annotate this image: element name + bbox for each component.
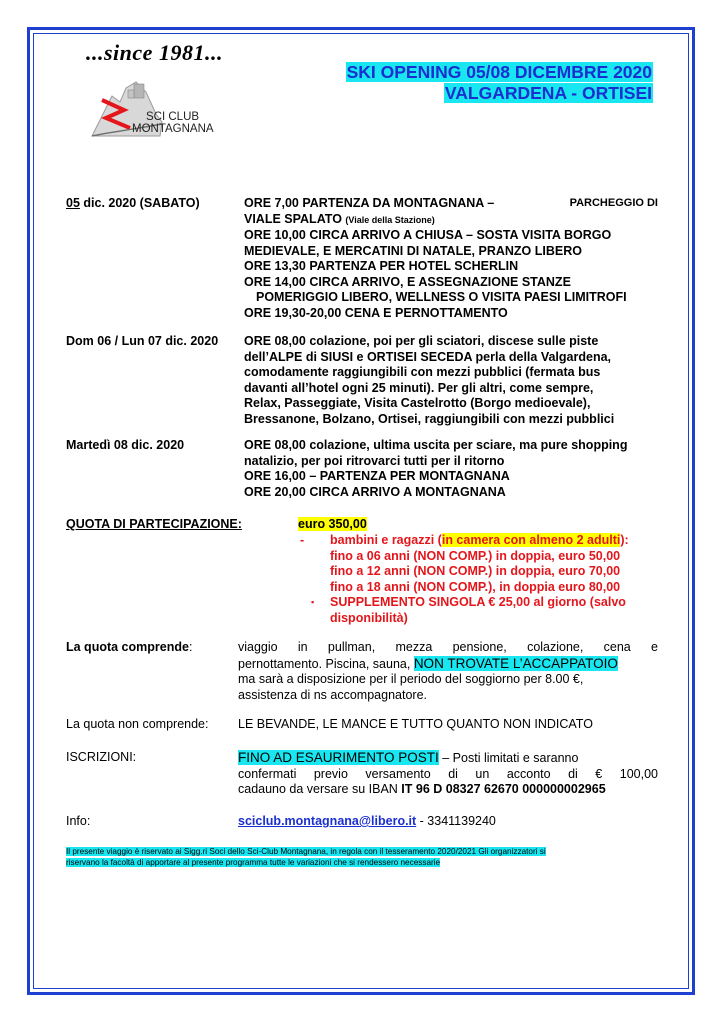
quota-price: euro 350,00 <box>298 517 367 531</box>
info-label: Info: <box>66 814 91 828</box>
title-line1: SKI OPENING 05/08 DICEMBRE 2020 <box>346 62 652 82</box>
title-line2: VALGARDENA - ORTISEI <box>444 83 652 103</box>
day3-label: Martedì 08 dic. 2020 <box>66 438 185 452</box>
quota-bullet-square: ▪ <box>311 597 315 607</box>
day1-label: 05 dic. 2020 (SABATO) <box>66 196 200 210</box>
iscrizioni-label: ISCRIZIONI: <box>66 750 137 764</box>
club-name-line1: SCI CLUB <box>146 111 200 123</box>
page-title <box>346 62 653 104</box>
day2-label: Dom 06 / Lun 07 dic. 2020 <box>66 334 219 348</box>
club-name-line2: MONTAGNANA <box>132 123 214 135</box>
day1-schedule: ORE 7,00 PARTENZA DA MONTAGNANA – PARCHEGGIO DI VIALE SPALATO (Viale della Stazione) ORE 10,00 CIRCA ARRIVO A CHIUSA – SOSTA VISITA BORGO MEDIEVALE, E MERCATINI DI NATALE, PRANZO LIBERO ORE 13,30 PARTENZA PER HOTEL SCHERLIN ORE 14,00 CIRCA ARRIVO, E ASSEGNAZIONE STANZE POMERIGGIO LIBERO, WELLNESS O VISITA PAESI LIMITROFI ORE 19,30-20,00 CENA E PERNOTTAMENTO <box>244 196 658 320</box>
email-link[interactable]: sciclub.montagnana@libero.it <box>238 814 417 828</box>
comprende-text: viaggio in pullman, mezza pensione, colazione, cena e pernottamento. Piscina, sauna, NON TROVATE L’ACCAPPATOIO ma sarà a disposizione per il periodo del soggiorno per 8.00 €, assistenza di ns accompagnatore. <box>238 640 658 702</box>
non-comprende-text: LE BEVANDE, LE MANCE E TUTTO QUANTO NON INDICATO <box>238 717 593 731</box>
comprende-label: La quota comprende: <box>66 640 193 654</box>
info-contact <box>238 814 496 830</box>
non-comprende-label: La quota non comprende: <box>66 717 209 731</box>
club-logo <box>90 78 230 156</box>
footer-note: Il presente viaggio è riservato ai Sigg.ri Soci dello Sci-Club Montagnana, in regola con il tesseramento 2020/2021 Gli organizzatori si riservano la facoltà di apportare al presente programma tutte le variazioni che si rendessero necessarie <box>66 847 546 867</box>
since-1981-text: ...since 1981... <box>86 40 223 65</box>
day3-schedule: ORE 08,00 colazione, ultima uscita per sciare, ma pure shopping natalizio, per poi ritrovarci tutti per il ritorno ORE 16,00 – PARTENZA PER MONTAGNANA ORE 20,00 CIRCA ARRIVO A MONTAGNANA <box>244 438 628 499</box>
quota-label: QUOTA DI PARTECIPAZIONE: <box>66 517 242 531</box>
quota-kids: bambini e ragazzi (in camera con almeno 2 adulti): fino a 06 anni (NON COMP.) in doppia, euro 50,00 fino a 12 anni (NON COMP.) in doppia, euro 70,00 fino a 18 anni (NON COMP.), in doppia euro 80,00 <box>330 533 629 594</box>
quota-bullet-dash: - <box>300 533 305 547</box>
day2-schedule: ORE 08,00 colazione, poi per gli sciatori, discese sulle piste dell’ALPE di SIUSI e ORTISEI SECEDA perla della Valgardena, comodamente raggiungibili con mezzi pubblici (fermata bus davanti all’hotel ogni 25 minuti). Per gli altri, come sempre, Relax, Passeggiate, Visita Castelrotto (Borgo medioevale), Bressanone, Bolzano, Ortisei, raggiungibili con mezzi pubblici <box>244 334 615 426</box>
iscrizioni-text: FINO AD ESAURIMENTO POSTI – Posti limitati e saranno confermati previo versamento di un acconto di € 100,00 cadauno da versare su IBAN IT 96 D 08327 62670 000000002965 <box>238 750 658 796</box>
quota-supplement: SUPPLEMENTO SINGOLA € 25,00 al giorno (salvo disponibilità) <box>330 595 626 625</box>
phone-number: - 3341139240 <box>416 814 496 828</box>
mountain-logo-icon <box>90 78 230 156</box>
